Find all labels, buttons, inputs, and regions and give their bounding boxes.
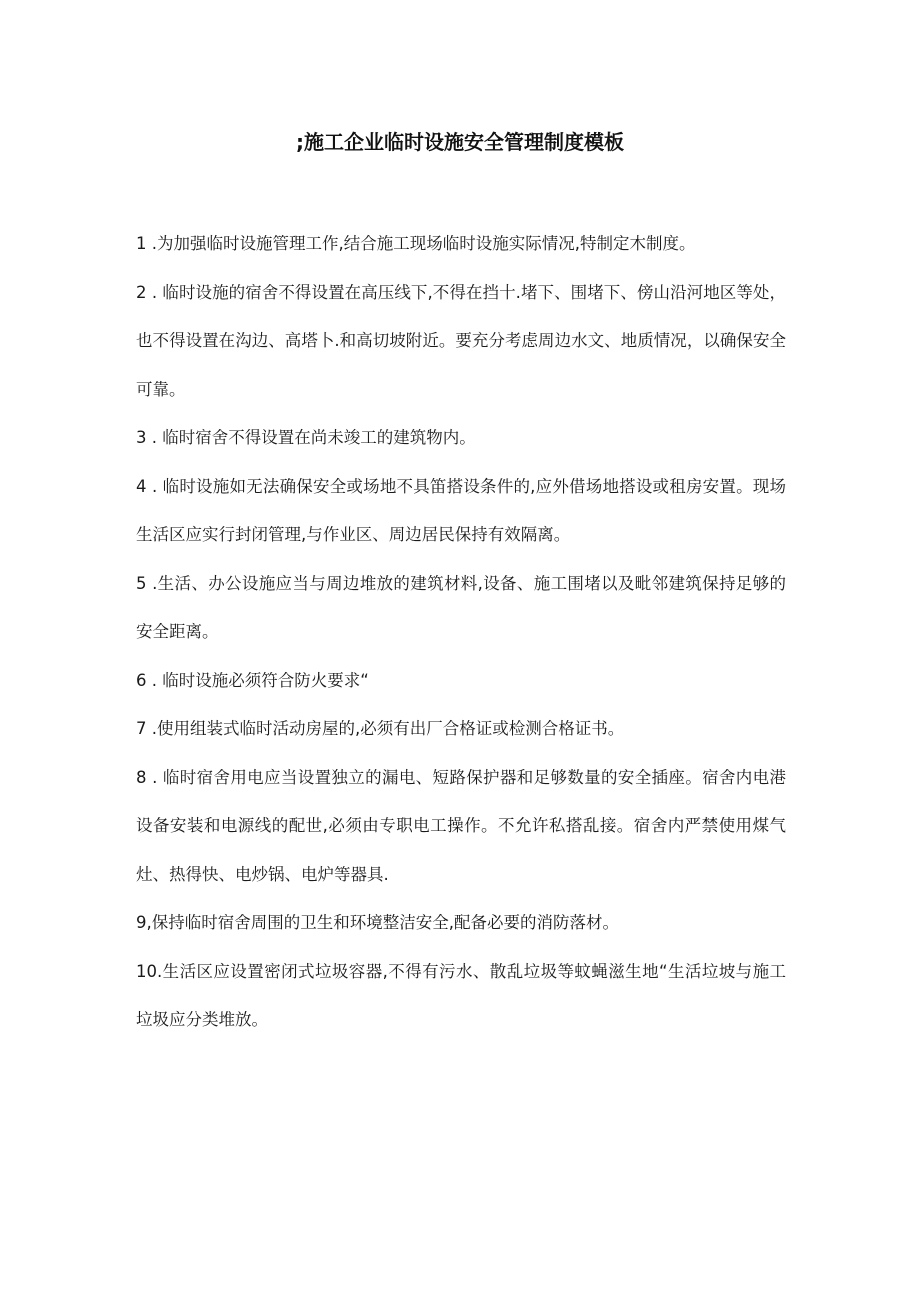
paragraph-number: 7 xyxy=(136,719,147,738)
paragraph-7 xyxy=(136,705,786,754)
document-body xyxy=(136,220,786,1045)
paragraph-number: 6 xyxy=(136,670,147,690)
paragraph-text: . 临时设施必须符合防火要求“ xyxy=(146,670,369,690)
paragraph-text: .生活、办公设施应当与周边堆放的建筑材料,设备、施工围堵以及毗邻建筑保持足够的安全距离。 xyxy=(136,573,786,641)
paragraph-number: 10. xyxy=(136,961,163,981)
paragraph-5 xyxy=(136,560,786,657)
paragraph-text: .为加强临时设施管理工作,结合施工现场临时设施实际情况,特制定木制度。 xyxy=(146,234,696,253)
paragraph-2 xyxy=(136,269,786,415)
paragraph-number: 8 xyxy=(136,767,147,787)
paragraph-number: 9, xyxy=(136,913,152,932)
paragraph-text: . 临时宿舍用电应当设置独立的漏电、短路保护器和足够数量的安全插座。宿舍内电港设备安装和电源线的配世,必须由专职电工操作。不允许私搭乱接。宿舍内严禁使用煤气灶、热得快、电炒锅、电炉等器具. xyxy=(136,767,786,884)
paragraph-text: .使用组装式临时活动房屋的,必须有出厂合格证或检测合格证书。 xyxy=(146,719,625,738)
paragraph-8 xyxy=(136,754,786,900)
paragraph-3 xyxy=(136,414,786,463)
paragraph-number: 3 xyxy=(136,428,147,447)
paragraph-number: 4 xyxy=(136,476,147,496)
paragraph-number: 5 xyxy=(136,573,147,593)
paragraph-10 xyxy=(136,948,786,1045)
paragraph-number: 2 xyxy=(136,282,147,302)
paragraph-text: 生活区应设置密闭式垃圾容器,不得有污水、散乱垃圾等蚊蝇滋生地“生活垃坡与施工垃圾应分类堆放。 xyxy=(136,961,786,1029)
paragraph-4 xyxy=(136,463,786,560)
paragraph-6 xyxy=(136,657,786,706)
paragraph-text: . 临时设施如无法确保安全或场地不具笛搭设条件的,应外借场地搭设或租房安置。现场生活区应实行封闭管理,与作业区、周边居民保持有效隔离。 xyxy=(136,476,786,544)
document-title: ;施工企业临时设施安全管理制度模板 xyxy=(296,130,624,154)
paragraph-text: . 临时宿舍不得设置在尚未竣工的建筑物内。 xyxy=(146,428,476,447)
paragraph-text: 保持临时宿舍周围的卫生和环境整洁安全,配备必要的消防落材。 xyxy=(151,913,619,932)
paragraph-9 xyxy=(136,899,786,948)
paragraph-1 xyxy=(136,220,786,269)
paragraph-text: . 临时设施的宿舍不得设置在高压线下,不得在挡十.堵下、围堵下、傍山沿河地区等处，也不得设置在沟边、高塔卜.和高切坡附近。要充分考虑周边水文、地质情况，以确保安全可靠。 xyxy=(136,282,786,399)
paragraph-number: 1 xyxy=(136,234,147,253)
